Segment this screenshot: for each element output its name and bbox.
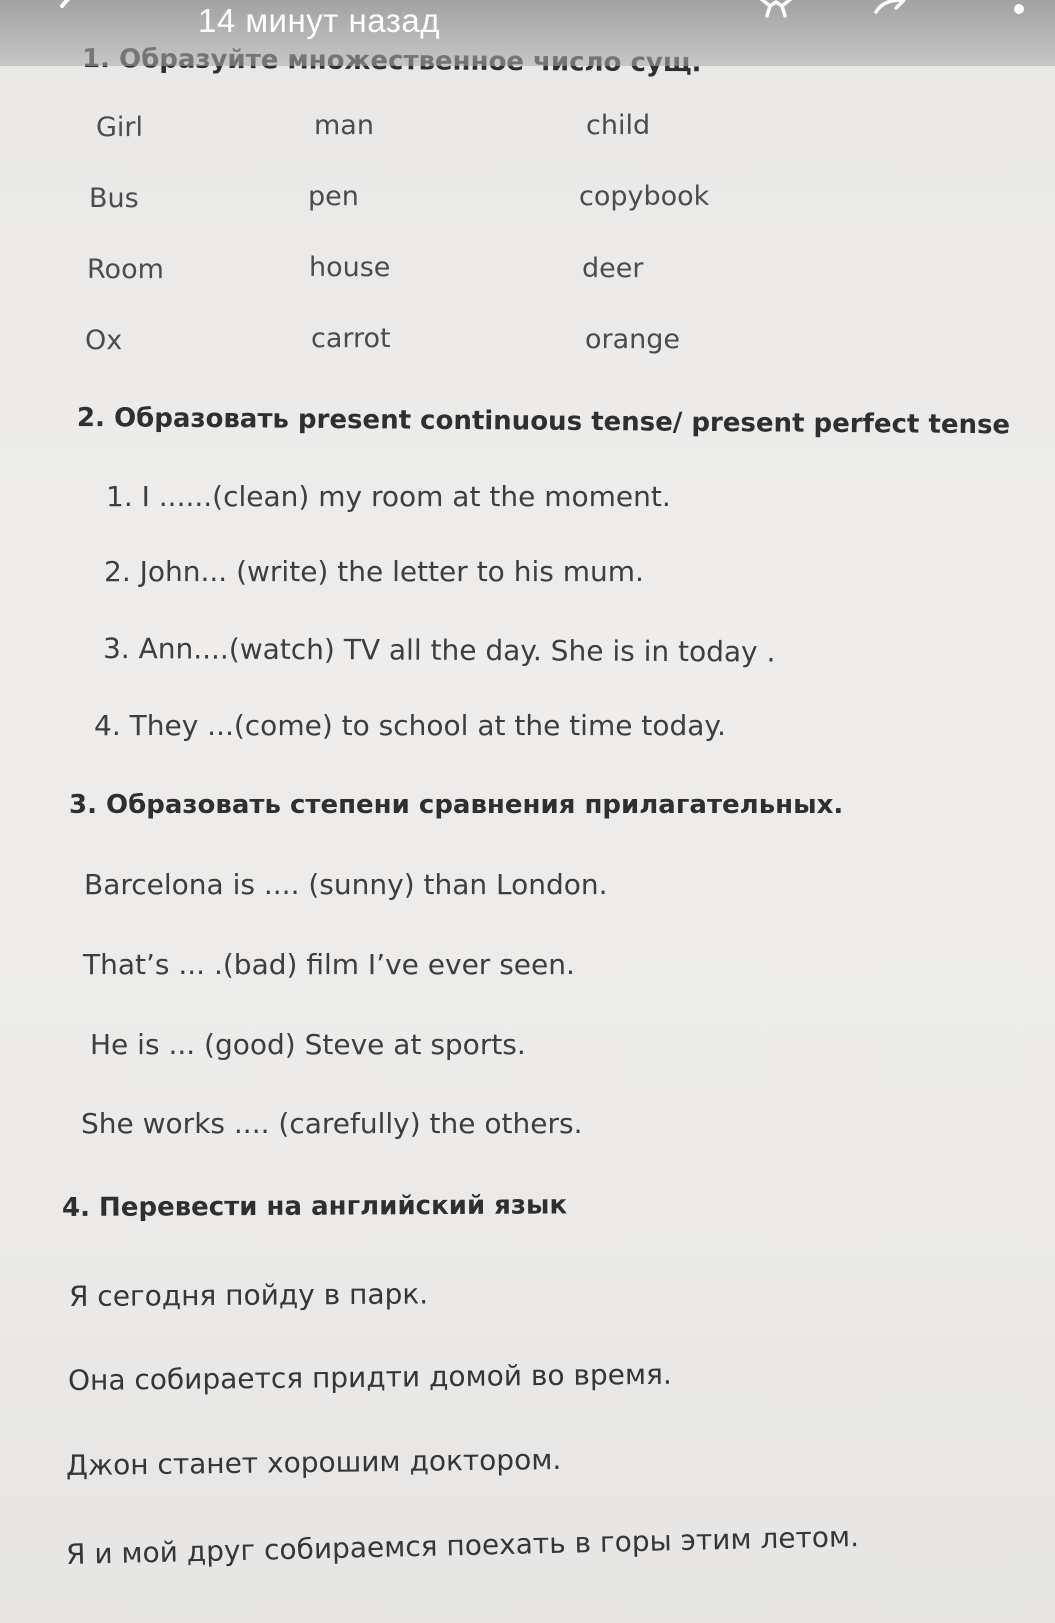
time-label: 14 минут назад: [198, 2, 440, 39]
noun-cell: man: [314, 110, 374, 141]
task4-item: Она собирается придти домой во время.: [67, 1357, 672, 1397]
back-arrow-icon[interactable]: [50, 0, 90, 26]
task3-item: He is ... (good) Steve at sports.: [90, 1028, 526, 1061]
noun-cell: copybook: [579, 181, 710, 212]
noun-cell: Girl: [96, 112, 144, 143]
share-icon[interactable]: [872, 0, 912, 16]
noun-cell: orange: [585, 324, 681, 355]
task3-item: Barcelona is .... (sunny) than London.: [84, 868, 608, 901]
task2-heading: 2. Образовать present continuous tense/ present perfect tense: [76, 403, 1011, 441]
noun-cell: child: [586, 110, 651, 141]
task4-item: Я и мой друг собираемся поехать в горы этим летом.: [65, 1520, 860, 1571]
noun-cell: house: [309, 252, 391, 283]
noun-cell: deer: [582, 253, 644, 284]
noun-cell: Ox: [85, 325, 123, 356]
task2-item: 1. I ......(clean) my room at the moment.: [106, 480, 671, 513]
task4-heading: 4. Перевести на английский язык: [61, 1190, 568, 1223]
task3-item: She works .... (carefully) the others.: [81, 1107, 583, 1140]
noun-cell: Room: [87, 254, 164, 285]
task4-item: Джон станет хорошим доктором.: [65, 1442, 562, 1482]
task2-item: 3. Ann....(watch) TV all the day. She is in today .: [102, 632, 776, 669]
top-bar: [0, 0, 1055, 66]
noun-cell: pen: [308, 181, 359, 212]
noun-cell: carrot: [311, 323, 391, 354]
star-icon[interactable]: [756, 0, 796, 18]
task2-item: 4. They ...(come) to school at the time today.: [94, 709, 726, 742]
task2-item: 2. John... (write) the letter to his mum.: [104, 555, 644, 588]
more-vertical-icon[interactable]: [1010, 0, 1028, 18]
noun-cell: Bus: [89, 183, 139, 214]
task4-item: Я сегодня пойду в парк.: [68, 1277, 429, 1313]
task3-item: That’s ... .(bad) film I’ve ever seen.: [83, 948, 575, 981]
task3-heading: 3. Образовать степени сравнения прилагательных.: [69, 790, 844, 820]
